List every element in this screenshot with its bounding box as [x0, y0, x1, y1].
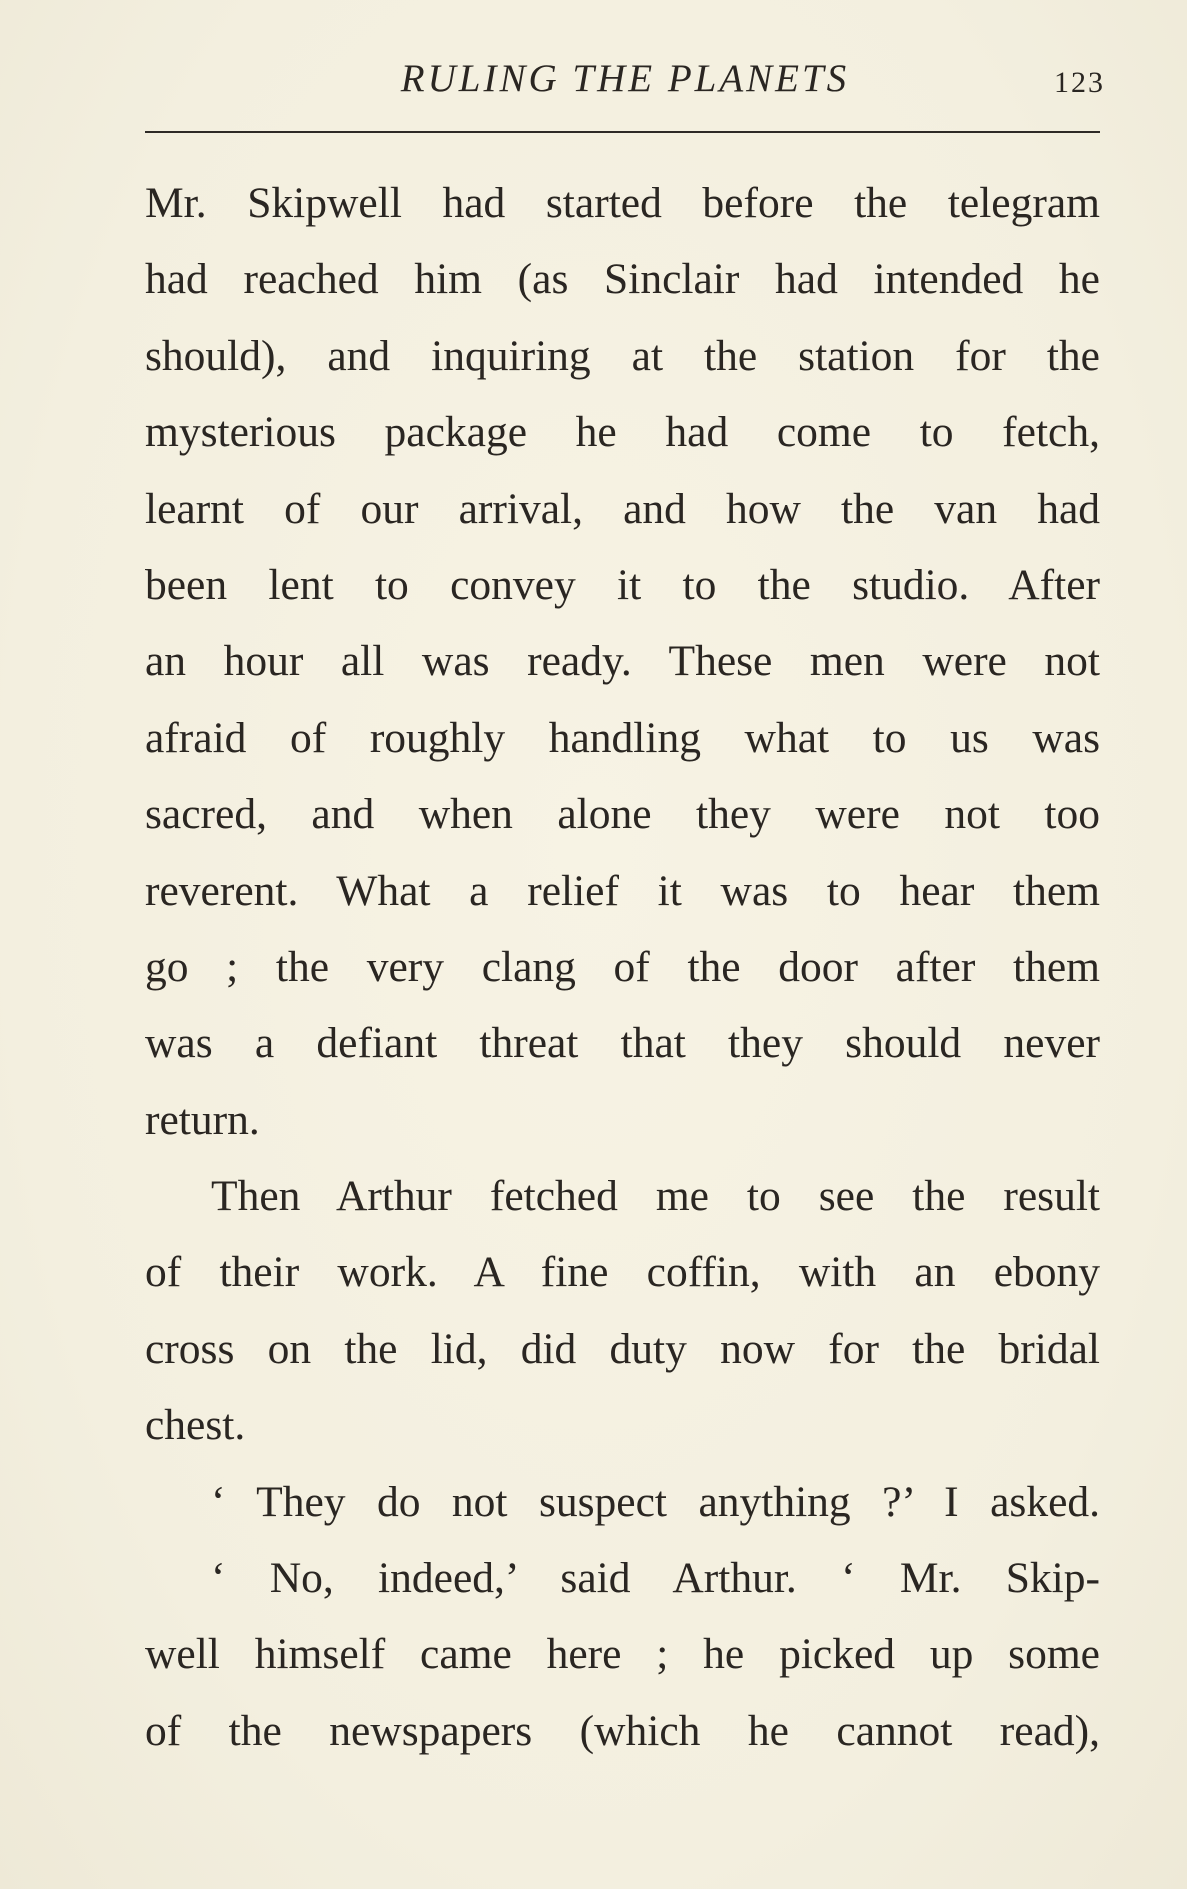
text-line: was a defiant threat that they should never: [145, 1019, 1100, 1068]
text-line: had reached him (as Sinclair had intended he: [145, 255, 1100, 304]
text-line: of their work. A fine coffin, with an ebony: [145, 1248, 1100, 1297]
page-number: 123: [1054, 66, 1105, 99]
text-line: been lent to convey it to the studio. After: [145, 560, 1100, 609]
text-line: should), and inquiring at the station for the: [145, 331, 1100, 380]
text-line: sacred, and when alone they were not too: [145, 790, 1100, 839]
text-line: mysterious package he had come to fetch,: [145, 408, 1100, 457]
text-line: chest.: [145, 1401, 246, 1450]
text-line: return.: [145, 1095, 260, 1144]
text-line: afraid of roughly handling what to us was: [145, 713, 1100, 762]
header-rule: [145, 131, 1100, 133]
text-line: go ; the very clang of the door after them: [145, 942, 1100, 991]
text-line: well himself came here ; he picked up some: [145, 1630, 1100, 1679]
text-line: learnt of our arrival, and how the van had: [145, 484, 1100, 533]
text-line: of the newspapers (which he cannot read),: [145, 1706, 1100, 1755]
body-text: [145, 165, 1100, 1769]
text-line: ‘ No, indeed,’ said Arthur. ‘ Mr. Skip-: [211, 1554, 1100, 1603]
text-line: ‘ They do not suspect anything ?’ I asked.: [211, 1477, 1100, 1526]
text-line: Mr. Skipwell had started before the telegram: [145, 179, 1100, 227]
running-head: [145, 54, 1105, 104]
text-line: an hour all was ready. These men were not: [145, 637, 1100, 686]
running-title: RULING THE PLANETS: [400, 57, 850, 100]
text-line: reverent. What a relief it was to hear them: [145, 866, 1100, 915]
text-line: cross on the lid, did duty now for the bridal: [145, 1324, 1100, 1373]
text-line: Then Arthur fetched me to see the result: [211, 1172, 1100, 1221]
